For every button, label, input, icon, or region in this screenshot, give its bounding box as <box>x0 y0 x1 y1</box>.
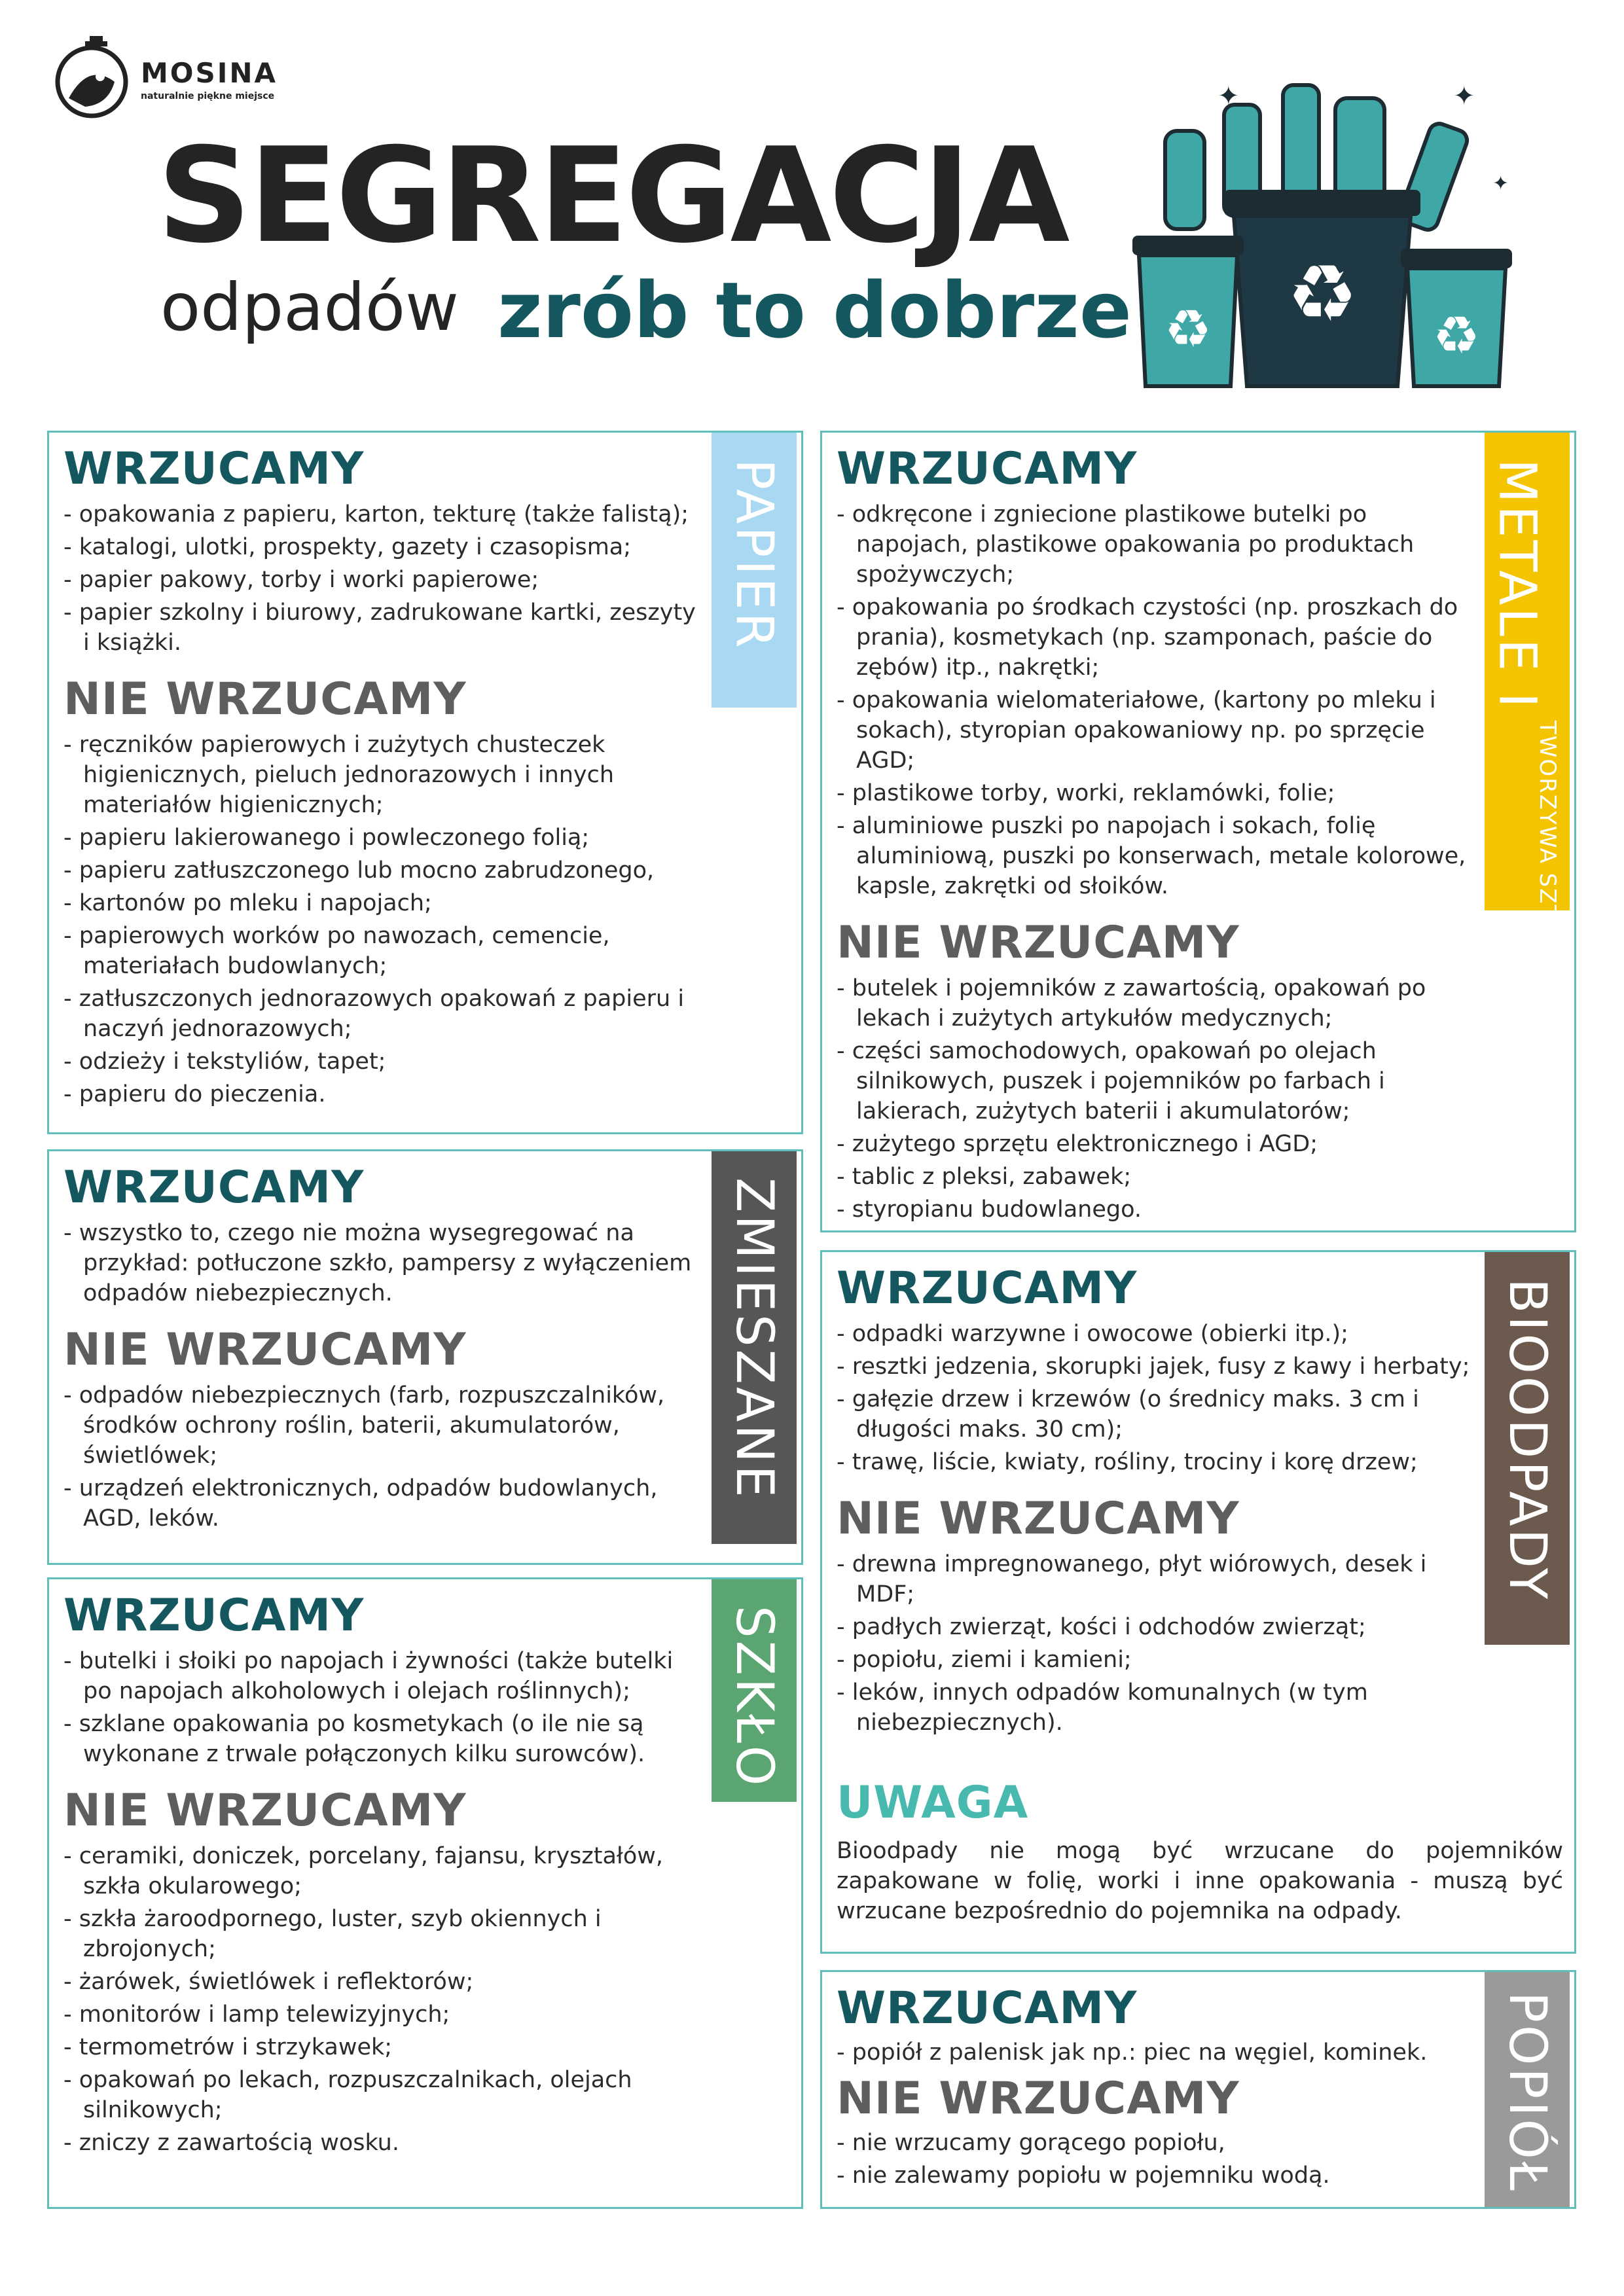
list-item: - kartonów po mleku i napojach; <box>63 888 708 918</box>
list-item: - żarówek, świetlówek i reflektorów; <box>63 1967 708 1997</box>
tab-bioodpady: BIOODPADY <box>1485 1252 1570 1645</box>
panel-zmieszane <box>47 1149 803 1565</box>
list-item: - aluminiowe puszki po napojach i sokach, folię aluminiową, puszki po konserwach, metale kolorowe, kapsle, zakrętki od słoików. <box>837 811 1481 901</box>
szklo-out-heading: NIE WRZUCAMY <box>63 1785 467 1837</box>
list-item: - papieru zatłuszczonego lub mocno zabrudzonego, <box>63 855 708 886</box>
list-item: - odpadki warzywne i owocowe (obierki itp.); <box>837 1319 1481 1349</box>
bio-in-heading: WRZUCAMY <box>837 1263 1138 1314</box>
tab-metale: METALE I TWORZYWA SZTUCZNE <box>1485 433 1570 910</box>
list-item: - leków, innych odpadów komunalnych (w tym niebezpiecznych). <box>837 1677 1481 1738</box>
list-item: - nie zalewamy popiołu w pojemniku wodą. <box>837 2161 1481 2191</box>
list-item: - papieru do pieczenia. <box>63 1079 708 1109</box>
svg-text:♻: ♻ <box>1433 305 1480 366</box>
list-item: - zniczy z zawartością wosku. <box>63 2128 708 2158</box>
panel-metale <box>820 431 1576 1232</box>
list-item: - opakowania wielomateriałowe, (kartony po mleku i sokach), styropian opakowaniowy np. po sprzęcie AGD; <box>837 685 1481 776</box>
list-item: - padłych zwierząt, kości i odchodów zwierząt; <box>837 1612 1481 1642</box>
svg-text:✦: ✦ <box>1492 172 1509 195</box>
list-item: - butelek i pojemników z zawartością, opakowań po lekach i zużytych artykułów medycznych; <box>837 973 1481 1033</box>
list-item: - urządzeń elektronicznych, odpadów budowlanych, AGD, leków. <box>63 1473 708 1534</box>
popiol-out-heading: NIE WRZUCAMY <box>837 2073 1240 2125</box>
brand-name: MOSINA <box>141 57 278 89</box>
papier-in-heading: WRZUCAMY <box>63 443 365 495</box>
list-item: - ceramiki, doniczek, porcelany, fajansu, kryształów, szkła okularowego; <box>63 1841 708 1901</box>
list-item: - styropianu budowlanego. <box>837 1194 1481 1225</box>
bio-note-heading: UWAGA <box>837 1777 1029 1829</box>
list-item: - papier pakowy, torby i worki papierowe; <box>63 565 708 595</box>
list-item: - zużytego sprzętu elektronicznego i AGD; <box>837 1129 1481 1159</box>
recycling-bins-illustration <box>1126 59 1519 399</box>
bio-note-text: Bioodpady nie mogą być wrzucane do pojemników zapakowane w folię, worki i inne opakowania - muszą być wrzucane bezpośrednio do pojemnika na odpady. <box>837 1838 1563 1924</box>
tab-szklo: SZKŁO <box>712 1579 797 1802</box>
zmieszane-out-heading: NIE WRZUCAMY <box>63 1324 467 1376</box>
subtitle-plain: odpadów <box>160 269 459 346</box>
metale-out-heading: NIE WRZUCAMY <box>837 917 1240 969</box>
list-item: - resztki jedzenia, skorupki jajek, fusy z kawy i herbaty; <box>837 1352 1481 1382</box>
panel-bioodpady <box>820 1250 1576 1954</box>
page-title: SEGREGACJA <box>157 120 1068 272</box>
list-item: - drewna impregnowanego, płyt wiórowych, desek i MDF; <box>837 1549 1481 1609</box>
list-item: - butelki i słoiki po napojach i żywności (także butelki po napojach alkoholowych i olejach roślinnych); <box>63 1646 708 1706</box>
list-item: - opakowania po środkach czystości (np. proszkach do prania), kosmetykach (np. szamponach, paście do zębów) itp., nakrętki; <box>837 592 1481 683</box>
brand-logo <box>49 36 285 121</box>
svg-text:✦: ✦ <box>1218 81 1240 111</box>
list-item: - odkręcone i zgniecione plastikowe butelki po napojach, plastikowe opakowania po produktach spożywczych; <box>837 499 1481 590</box>
list-item: - gałęzie drzew i krzewów (o średnicy maks. 3 cm i długości maks. 30 cm); <box>837 1384 1481 1444</box>
bird-logo-icon <box>49 36 134 121</box>
metale-in-heading: WRZUCAMY <box>837 443 1138 495</box>
list-item: - zatłuszczonych jednorazowych opakowań z papieru i naczyń jednorazowych; <box>63 984 708 1044</box>
svg-text:✦: ✦ <box>1453 81 1475 111</box>
szklo-in-heading: WRZUCAMY <box>63 1590 365 1641</box>
list-item: - odzieży i tekstyliów, tapet; <box>63 1047 708 1077</box>
list-item: - części samochodowych, opakowań po olejach silnikowych, puszek i pojemników po farbach i lakierach, zużytych baterii i akumulatorów; <box>837 1036 1481 1126</box>
zmieszane-in-heading: WRZUCAMY <box>63 1162 365 1213</box>
tab-popiol: POPIÓŁ <box>1485 1972 1570 2207</box>
svg-text:♻: ♻ <box>1287 249 1358 340</box>
list-item: - odpadów niebezpiecznych (farb, rozpuszczalników, środków ochrony roślin, baterii, akumulatorów, świetlówek; <box>63 1380 708 1471</box>
tab-zmieszane: ZMIESZANE <box>712 1151 797 1544</box>
list-item: - wszystko to, czego nie można wysegregować na przykład: potłuczone szkło, pampersy z wyłączeniem odpadów niebezpiecznych. <box>63 1218 708 1308</box>
list-item: - trawę, liście, kwiaty, rośliny, trociny i korę drzew; <box>837 1447 1481 1477</box>
list-item: - popiołu, ziemi i kamieni; <box>837 1645 1481 1675</box>
bio-out-heading: NIE WRZUCAMY <box>837 1493 1240 1545</box>
panel-szklo <box>47 1577 803 2209</box>
list-item: - opakowań po lekach, rozpuszczalnikach, olejach silnikowych; <box>63 2065 708 2125</box>
brand-tagline: naturalnie piękne miejsce <box>141 91 275 101</box>
list-item: - szklane opakowania po kosmetykach (o ile nie są wykonane z trwale połączonych kilku surowców). <box>63 1709 708 1769</box>
popiol-in-heading: WRZUCAMY <box>837 1982 1138 2034</box>
list-item: - katalogi, ulotki, prospekty, gazety i czasopisma; <box>63 532 708 562</box>
list-item: - popiół z palenisk jak np.: piec na węgiel, kominek. <box>837 2037 1481 2068</box>
list-item: - opakowania z papieru, karton, tekturę (także falistą); <box>63 499 708 529</box>
list-item: - szkła żaroodpornego, luster, szyb okiennych i zbrojonych; <box>63 1904 708 1964</box>
list-item: - plastikowe torby, worki, reklamówki, folie; <box>837 778 1481 808</box>
list-item: - papierowych worków po nawozach, cemencie, materiałach budowlanych; <box>63 921 708 981</box>
list-item: - tablic z pleksi, zabawek; <box>837 1162 1481 1192</box>
list-item: - monitorów i lamp telewizyjnych; <box>63 2000 708 2030</box>
list-item: - termometrów i strzykawek; <box>63 2032 708 2062</box>
svg-text:♻: ♻ <box>1164 298 1212 359</box>
panel-popiol <box>820 1970 1576 2209</box>
panel-papier <box>47 431 803 1134</box>
subtitle-accent: zrób to dobrze <box>497 265 1132 355</box>
list-item: - papier szkolny i biurowy, zadrukowane kartki, zeszyty i książki. <box>63 598 708 658</box>
list-item: - nie wrzucamy gorącego popiołu, <box>837 2128 1481 2158</box>
tab-papier: PAPIER <box>712 433 797 708</box>
list-item: - papieru lakierowanego i powleczonego folią; <box>63 823 708 853</box>
list-item: - ręczników papierowych i zużytych chusteczek higienicznych, pieluch jednorazowych i innych materiałów higienicznych; <box>63 730 708 820</box>
papier-out-heading: NIE WRZUCAMY <box>63 673 467 725</box>
